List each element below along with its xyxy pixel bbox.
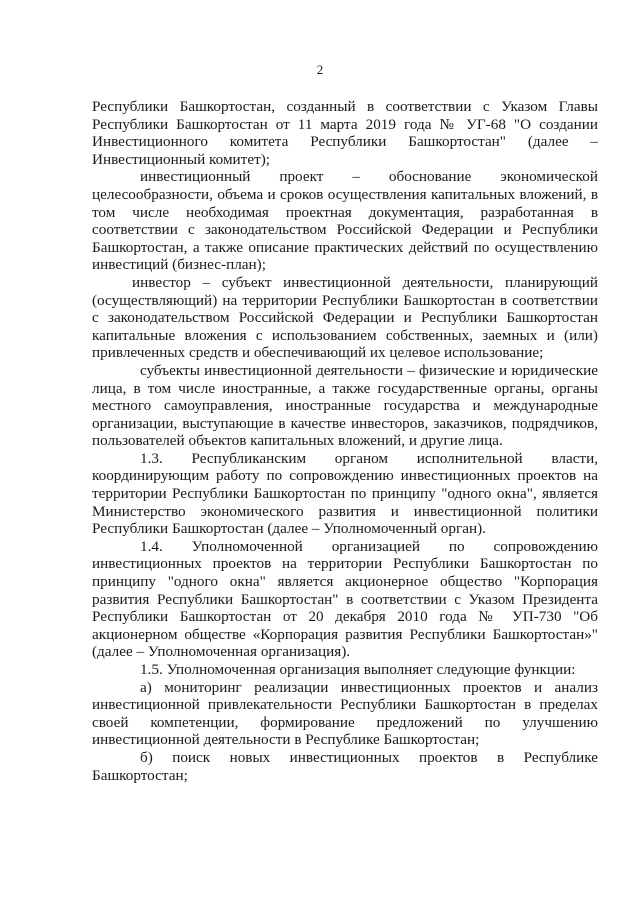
paragraph-1-5: 1.5. Уполномоченная организация выполняет следующие функции: [140,661,576,678]
paragraph-committee-definition: Республики Башкортостан, созданный в соответствии с Указом Главы Республики Башкортостан от 11 марта 2019 года № УГ-68 "О создании Инвестиционного комитета Республики Башкортостан" (далее – Инвестиционный комитет); [92,98,598,168]
paragraph-investment-project-definition: инвестиционный проект – обоснование экономической целесообразности, объема и сроков осуществления капитальных вложений, в том числе необходимая проектная документация, разработанная в соответствии с законодательством Российской Федерации и Республики Башкортостан, а также описание практических действий по осуществлению инвестиций (бизнес-план); [92,168,598,274]
paragraph-subjects-definition: субъекты инвестиционной деятельности – физические и юридические лица, в том числе иностранные, а также государственные органы, органы местного самоуправления, иностранные государства и международные организации, выступающие в качестве инвесторов, заказчиков, подрядчиков, пользователей объектов капитальных вложений, и другие лица. [92,361,598,450]
paragraph-function-b: б) поиск новых инвестиционных проектов в Республике Башкортостан; [92,748,598,784]
paragraph-function-a: а) мониторинг реализации инвестиционных проектов и анализ инвестиционной привлекательности Республики Башкортостан в пределах своей компетенции, формирование предложений по улучшению инвестиционной деятельности в Республике Башкортостан; [92,678,598,749]
paragraph-1-4: 1.4. Уполномоченной организацией по сопровождению инвестиционных проектов на территории Республики Башкортостан по принципу "одного окна" является акционерное общество "Корпорация развития Республики Башкортостан" в соответствии с Указом Президента Республики Башкортостан от 20 декабря 2010 года № УП-730 "Об акционерном обществе «Корпорация развития Республики Башкортостан»" (далее – Уполномоченная организация). [92,537,598,661]
document-body [92,98,598,784]
paragraph-investor-definition: инвестор – субъект инвестиционной деятельности, планирующий (осуществляющий) на территории Республики Башкортостан в соответствии с законодательством Российской Федерации и Республики Башкортостан капитальные вложения с использованием собственных, заемных и (или) привлеченных средств и обеспечивающий их целевое использование; [92,273,598,362]
page-number: 2 [316,62,324,77]
paragraph-1-3: 1.3. Республиканским органом исполнительной власти, координирующим работу по сопровождению инвестиционных проектов на территории Республики Башкортостан по принципу "одного окна", является Министерство экономического развития и инвестиционной политики Республики Башкортостан (далее – Уполномоченный орган). [92,449,598,538]
